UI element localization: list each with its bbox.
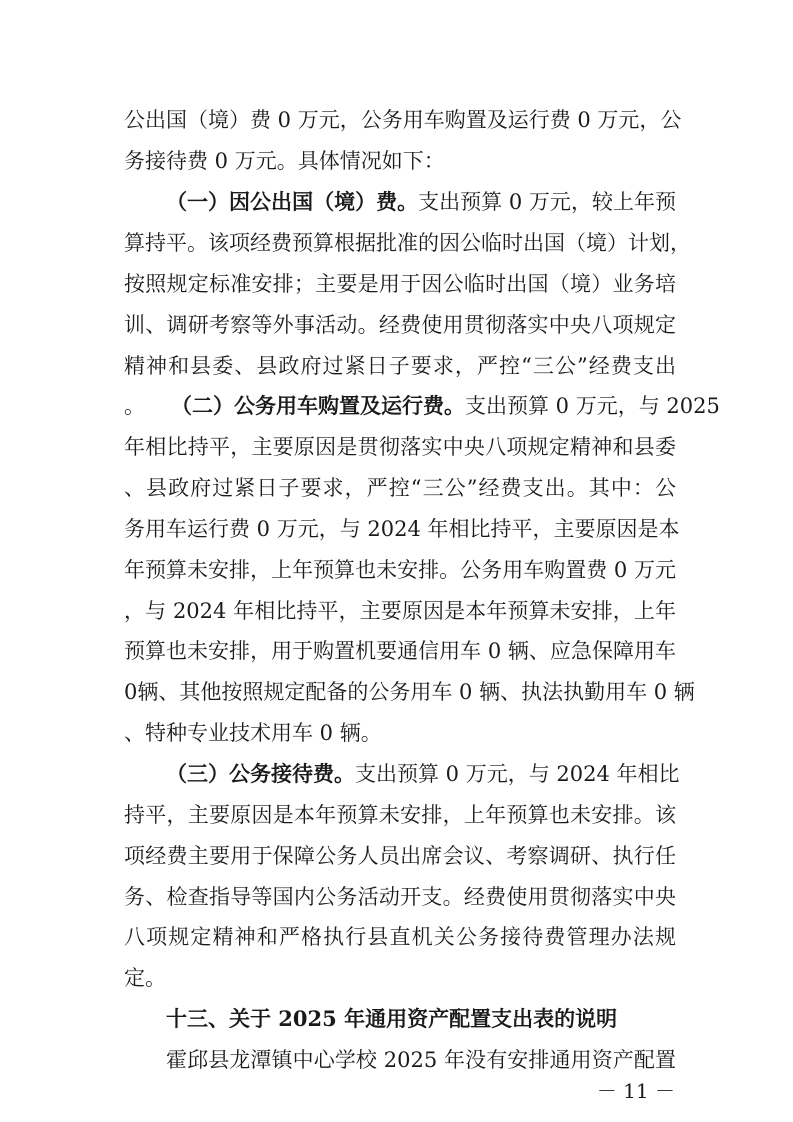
section-heading-line: （一）因公出国（境）费。支出预算 0 万元，较上年预	[166, 189, 676, 214]
paragraph-line: 务用车运行费 0 万元，与 2024 年相比持平，主要原因是本	[124, 517, 680, 541]
paragraph-line: 0辆、其他按照规定配备的公务用车 0 辆、执法执勤用车 0 辆	[124, 680, 695, 704]
paragraph-line: 年相比持平，主要原因是贯彻落实中央八项规定精神和县委	[124, 435, 676, 459]
paragraph-line: 按照规定标准安排；主要是用于因公临时出国（境）业务培	[124, 272, 676, 296]
paragraph-line: 霍邱县龙潭镇中心学校 2025 年没有安排通用资产配置	[166, 1048, 676, 1072]
section-heading-line: （三）公务接待费。支出预算 0 万元，与 2024 年相比	[166, 761, 680, 786]
paragraph-line: 精神和县委、县政府过紧日子要求，严控“三公”经费支出	[124, 354, 676, 378]
section-heading-line: 。 （二）公务用车购置及运行费。支出预算 0 万元，与 2025	[124, 393, 720, 418]
paragraph-line: 务接待费 0 万元。具体情况如下：	[124, 149, 445, 173]
paragraph-line: 项经费主要用于保障公务人员出席会议、考察调研、执行任	[124, 844, 676, 868]
paragraph-line: 务、检查指导等国内公务活动开支。经费使用贯彻落实中央	[124, 885, 676, 909]
paragraph-line: ，与 2024 年相比持平，主要原因是本年预算未安排，上年	[124, 599, 676, 623]
paragraph-line: 定。	[124, 966, 166, 990]
section-heading: （二）公务用车购置及运行费。	[171, 393, 465, 418]
paragraph-line: 八项规定精神和严格执行县直机关公务接待费管理办法规	[124, 925, 676, 949]
paragraph-line: 持平，主要原因是本年预算未安排，上年预算也未安排。该	[124, 803, 676, 827]
paragraph-line: 年预算未安排，上年预算也未安排。公务用车购置费 0 万元	[124, 558, 676, 582]
chapter-heading-line	[166, 1004, 676, 1034]
paragraph-line: 算持平。该项经费预算根据批准的因公临时出国（境）计划，	[124, 231, 691, 255]
paragraph-line: 公出国（境）费 0 万元，公务用车购置及运行费 0 万元，公	[124, 108, 682, 132]
section-heading: （一）因公出国（境）费。	[166, 189, 419, 214]
page-number: － 11 －	[596, 1079, 675, 1103]
paragraph-line: 、县政府过紧日子要求，严控“三公”经费支出。其中：公	[124, 476, 676, 500]
paragraph-line: 预算也未安排，用于购置机要通信用车 0 辆、应急保障用车	[124, 639, 676, 663]
paragraph-line: 训、调研考察等外事活动。经费使用贯彻落实中央八项规定	[124, 313, 676, 337]
paragraph-line: 、特种专业技术用车 0 辆。	[124, 721, 382, 745]
section-heading: （三）公务接待费。	[166, 761, 355, 786]
chapter-heading: 十三、关于 2025 年通用资产配置支出表的说明	[166, 1006, 618, 1031]
